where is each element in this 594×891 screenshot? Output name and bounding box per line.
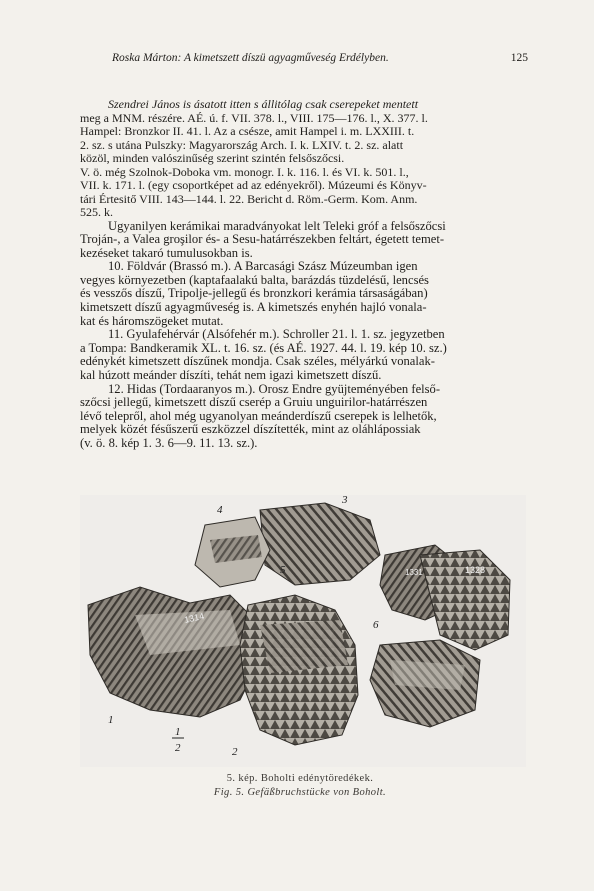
text-line: Hampel: Bronzkor II. 41. l. Az a csésze, amit Hampel i. m. LXXIII. t. [80,124,415,138]
running-header [108,52,528,68]
sherd-1 [88,587,260,717]
sherd-3 [260,503,380,585]
text-line: kezéseket takaró tumulusokban is. [80,245,253,260]
text-line: meg a MNM. részére. AÉ. ú. f. VII. 378. l., VIII. 175—176. l., X. 377. l. [80,110,428,125]
svg-text:1314: 1314 [183,611,206,625]
text-line: kal húzott meánder díszíti, tehát nem igazi kimetszett díszű. [80,368,382,383]
label-half-top: 1 [175,726,181,738]
paragraph-foldvar [80,260,529,328]
paragraph-teleki [80,220,529,261]
text-line: (v. ö. 8. kép 1. 3. 6—9. 11. 13. sz.). [80,436,258,450]
page-number: 125 [510,52,528,64]
paragraph-hidas [80,383,529,451]
text-line: vegyes környezetben (kaptafaalakú balta, barázdás tüzdelésű, lencsés [80,272,429,287]
sherd-6 [420,550,510,650]
sherds-illustration [80,495,526,767]
text-line: és vesszős díszű, Tripolje-jellegű és bronzkori kerámia társaságában) [80,286,428,301]
text-line: VII. k. 171. l. (egy csoportképet ad az edényekről). Múzeumi és Könyv- [80,178,427,192]
label-4: 4 [217,504,223,516]
sherd-2 [240,595,358,745]
svg-text:1328: 1328 [465,565,486,575]
label-2: 2 [232,746,238,758]
label-3: 3 [342,495,348,506]
text-line: melyek közét fésűszerű eszközzel díszítették, mint az oláhlápossiak [80,422,421,437]
text-line: 525. k. [80,205,113,219]
label-half-bottom: 2 [175,742,181,754]
text-line: 10. Földvár (Brassó m.). A Barcasági Szász Múzeumban igen [108,259,418,274]
text-line: 2. sz. s utána Pulszky: Magyarország Arch. I. k. LXIV. t. 2. sz. alatt [80,137,404,152]
paragraph-gyulafehervar [80,328,529,382]
text-line: edénykét kimetszett díszűnek mondja. Csak széles, mélyárkú vonalak- [80,354,435,369]
caption-german: Fig. 5. Gefäßbruchstücke von Boholt. [213,787,387,798]
text-line: 12. Hidas (Tordaaranyos m.). Orosz Endre gyüjteményében felső- [108,381,441,396]
text-line: lévő telepről, ahol még ugyanolyan meánderdíszű cserepek is lelhetők, [80,408,437,423]
text-line: Szendrei János is ásatott itten s állitólag csak cserepeket mentett [108,97,419,111]
text-line: Troján-, a Valea groşilor és- a Sesu-határrészekben feltárt, égetett temet- [80,232,445,247]
text-line: a Tompa: Bandkeramik XL. t. 16. sz. (és AÉ. 1927. 44. l. 19. kép 10. sz.) [80,340,447,355]
label-5: 5 [280,564,286,576]
text-line: V. ö. még Szolnok-Doboka vm. monogr. I. k. 116. l. és VI. k. 501. l., [80,164,409,179]
text-line: közöl, minden valószinűség szerint szintén felsőszőcsi. [80,151,345,165]
text-line: kat és háromszögeket mutat. [80,313,224,328]
label-6: 6 [373,619,379,631]
sherd-4 [195,517,270,587]
text-line: kimetszett díszű agyagműveség is. A kimetszés enyhén hajló vonala- [80,300,427,315]
text-line: tári Értesitő VIII. 143—144. l. 22. Bericht d. Röm.-Germ. Kom. Anm. [80,191,418,206]
text-line: szőcsi jellegű, kimetszett díszű cserép a Gruiu unguirilor-határrészen [80,395,428,410]
sherd-7 [370,640,480,727]
figure-caption [100,772,500,800]
pottery-fragments-photo [80,495,526,767]
text-line: 11. Gyulafehérvár (Alsófehér m.). Schroller 21. l. 1. sz. jegyzetben [108,327,445,342]
paragraph-szendrei [80,98,529,220]
svg-text:1331: 1331 [405,568,423,577]
label-1: 1 [108,714,114,726]
text-line: Ugyanilyen kerámikai maradványokat lelt Teleki gróf a felsőszőcsi [108,218,446,233]
caption-hungarian: 5. kép. Boholti edénytöredékek. [226,773,374,784]
body-text [80,98,529,451]
running-title: Roska Márton: A kimetszett díszü agyagműveség Erdélyben. [112,52,389,64]
